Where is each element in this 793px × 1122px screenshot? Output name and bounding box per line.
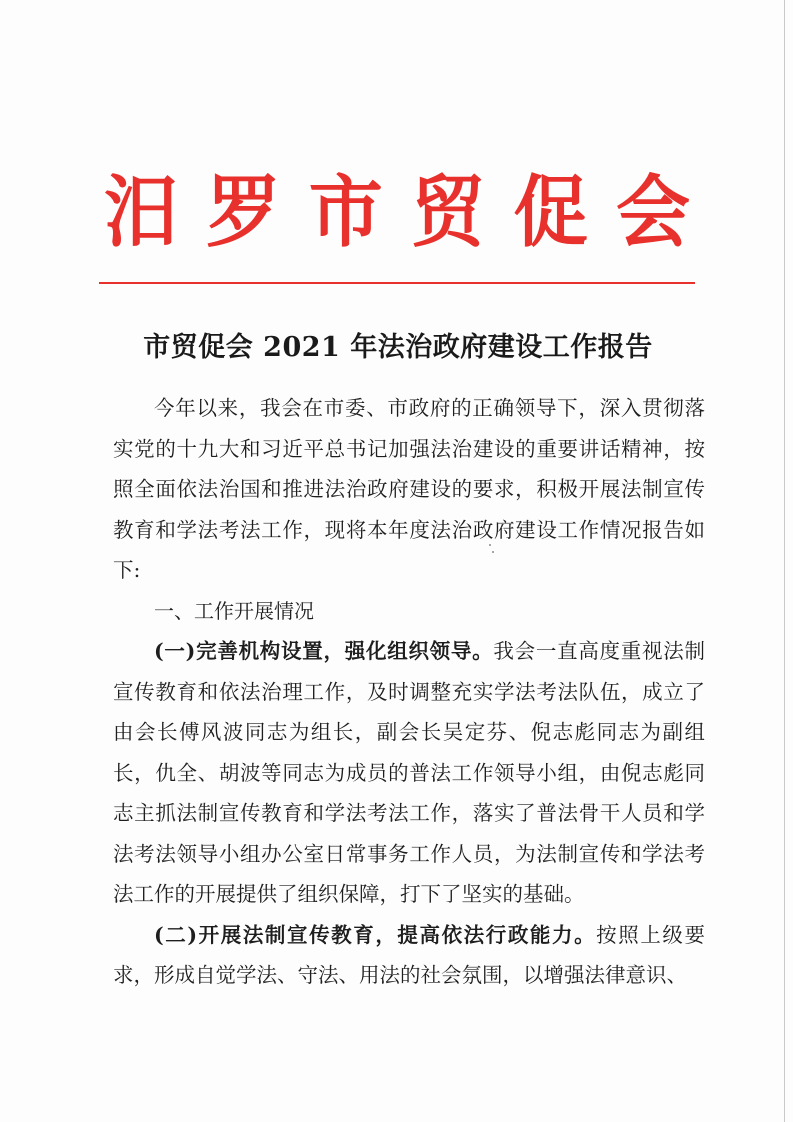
item-1-paragraph xyxy=(113,631,705,915)
header-char: 促 xyxy=(513,167,588,259)
header-char: 市 xyxy=(308,167,383,259)
header-char: 贸 xyxy=(411,167,486,259)
item-2-paragraph xyxy=(113,915,705,996)
scan-speck xyxy=(489,544,491,546)
document-body xyxy=(113,388,705,996)
item-2-body: 按照上级要求，形成自觉学法、守法、用法的社会氛围，以增强法律意识、 xyxy=(113,922,706,987)
red-header-divider xyxy=(99,282,695,284)
header-char: 会 xyxy=(615,167,690,259)
intro-paragraph: 今年以来，我会在市委、市政府的正确领导下，深入贯彻落实党的十九大和习近平总书记加强法治建设的重要讲话精神，按照全面依法治国和推进法治政府建设的要求，积极开展法制宣传教育和学法考法工作，现将本年度法治政府建设工作情况报告如下: xyxy=(113,396,705,582)
item-1-body: 我会一直高度重视法制宣传教育和依法治理工作，及时调整充实学法考法队伍，成立了由会长傅风波同志为组长，副会长吴定芬、倪志彪同志为副组长，仇全、胡波等同志为成员的普法工作领导小组，由倪志彪同志主抓法制宣传教育和学法考法工作，落实了普法骨干人员和学法考法领导小组办公室日常事务工作人员，为法制宣传和学法考法工作的开展提供了组织保障，打下了坚实的基础。 xyxy=(113,639,705,906)
section-heading: 一、工作开展情况 xyxy=(154,598,314,623)
header-char: 罗 xyxy=(206,167,281,259)
red-header-organization-name xyxy=(100,168,694,258)
header-char: 汨 xyxy=(104,167,178,259)
item-2-lead: (二)开展法制宣传教育，提高依法行政能力。 xyxy=(154,922,597,947)
item-1-lead: (一)完善机构设置，强化组织领导。 xyxy=(154,639,494,663)
page-edge-line xyxy=(784,0,785,1122)
document-title: 市贸促会 2021 年法治政府建设工作报告 xyxy=(143,332,653,363)
scan-speck xyxy=(492,551,494,553)
